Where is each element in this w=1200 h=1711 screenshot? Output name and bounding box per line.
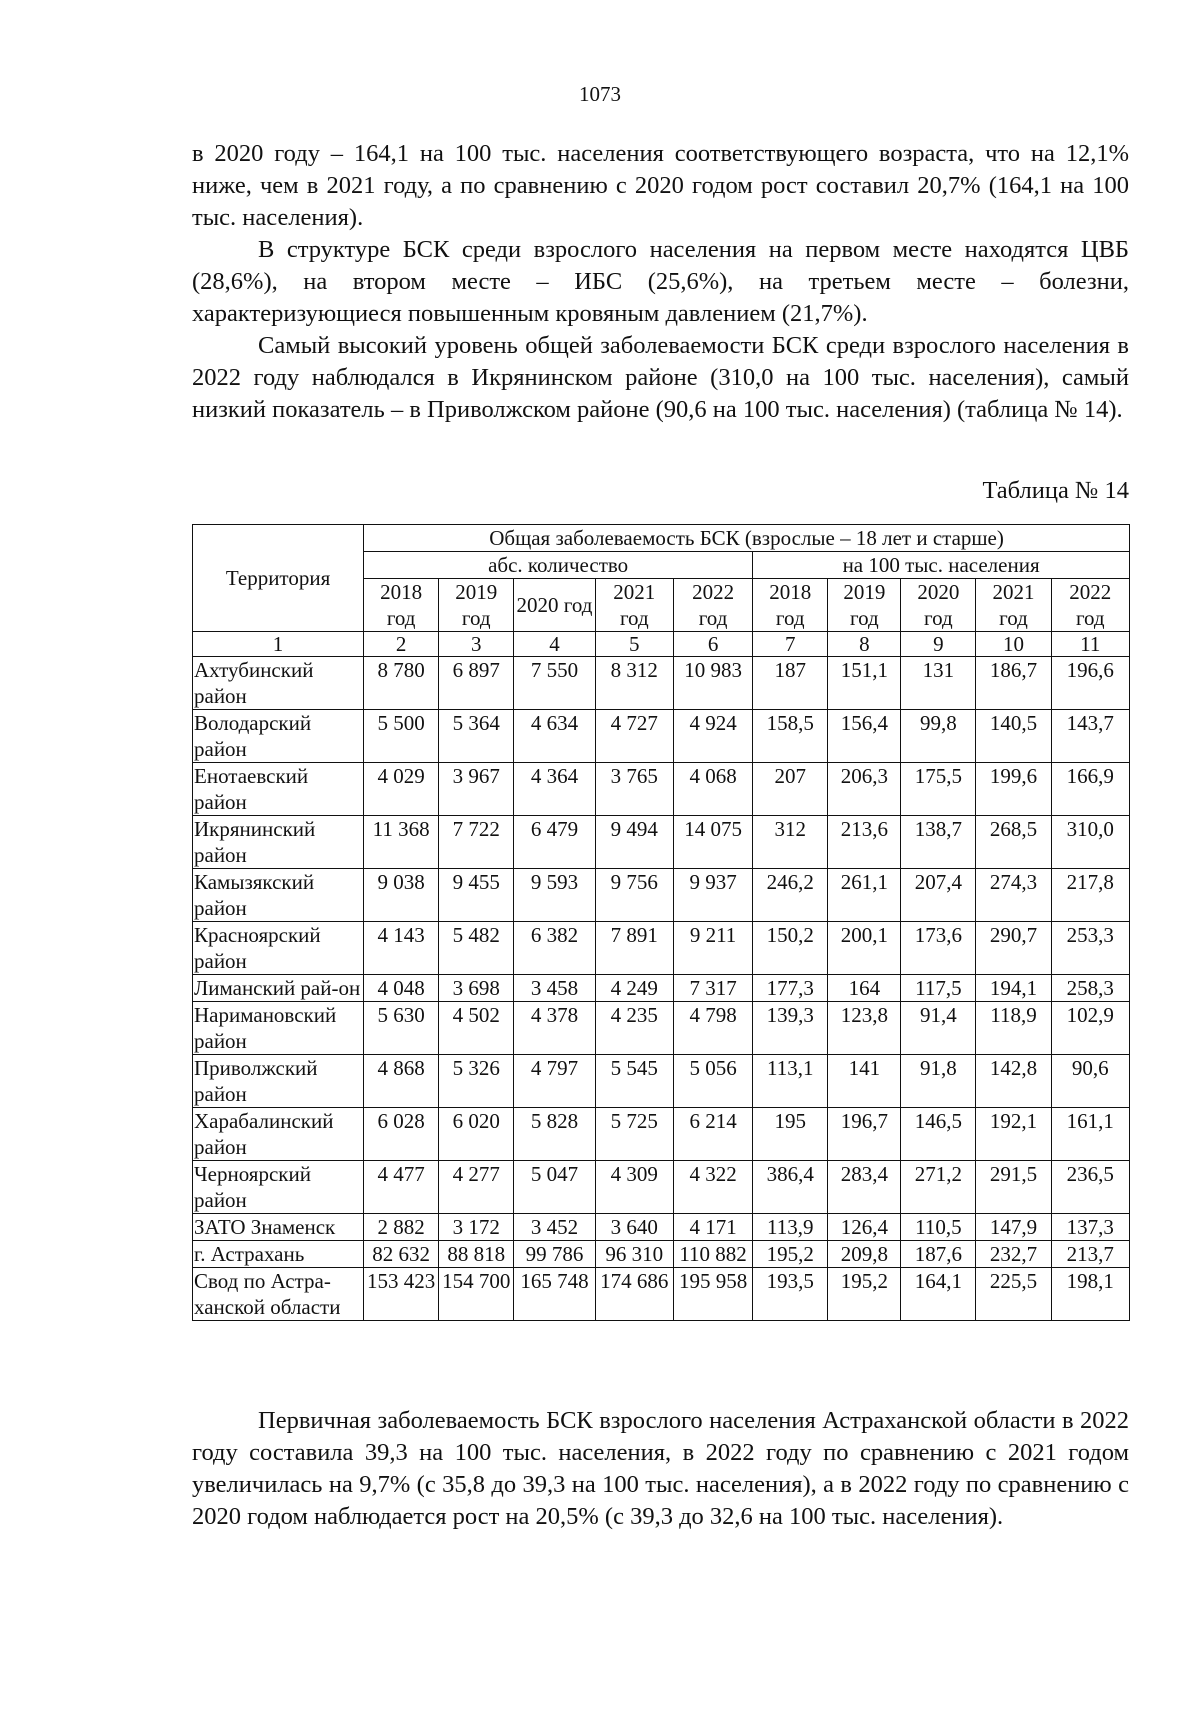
value-cell: 140,5 <box>976 710 1051 763</box>
value-cell: 9 211 <box>673 922 752 975</box>
value-cell: 4 477 <box>364 1161 439 1214</box>
value-cell: 198,1 <box>1051 1268 1129 1321</box>
paragraph-highest-level: Самый высокий уровень общей заболеваемости БСК среди взрослого населения в 2022 году наблюдался в Икрянинском районе (310,0 на 100 тыс. населения), самый низкий показатель – в Приволжском районе (90,6 на 100 тыс. населения) (таблица № 14). <box>192 332 1129 423</box>
value-cell: 4 378 <box>514 1002 595 1055</box>
value-cell: 194,1 <box>976 975 1051 1002</box>
page-number: 1073 <box>579 82 621 106</box>
header-column-number: 4 <box>514 632 595 657</box>
value-cell: 6 020 <box>439 1108 514 1161</box>
value-cell: 82 632 <box>364 1241 439 1268</box>
territory-cell: Наримановский район <box>193 1002 364 1055</box>
value-cell: 193,5 <box>753 1268 828 1321</box>
value-cell: 7 891 <box>595 922 673 975</box>
value-cell: 110 882 <box>673 1241 752 1268</box>
paragraph-structure: В структуре БСК среди взрослого населения на первом месте находятся ЦВБ (28,6%), на втором месте – ИБС (25,6%), на третьем месте – болезни, характеризующиеся повышенным кровяным давлением (21,7%). <box>192 236 1129 327</box>
value-cell: 5 545 <box>595 1055 673 1108</box>
value-cell: 2 882 <box>364 1214 439 1241</box>
value-cell: 195 958 <box>673 1268 752 1321</box>
header-column-number: 3 <box>439 632 514 657</box>
header-year: 2018 год <box>753 579 828 632</box>
value-cell: 207,4 <box>901 869 976 922</box>
table-row <box>193 816 1130 869</box>
value-cell: 4 235 <box>595 1002 673 1055</box>
table-row <box>193 1214 1130 1241</box>
value-cell: 274,3 <box>976 869 1051 922</box>
value-cell: 195,2 <box>828 1268 901 1321</box>
header-column-number: 7 <box>753 632 828 657</box>
value-cell: 137,3 <box>1051 1214 1129 1241</box>
value-cell: 4 309 <box>595 1161 673 1214</box>
bottom-text-block <box>192 1405 1129 1533</box>
territory-cell: Красноярский район <box>193 922 364 975</box>
value-cell: 4 143 <box>364 922 439 975</box>
table-row <box>193 1108 1130 1161</box>
value-cell: 91,4 <box>901 1002 976 1055</box>
value-cell: 3 698 <box>439 975 514 1002</box>
value-cell: 165 748 <box>514 1268 595 1321</box>
territory-cell: Камызякский район <box>193 869 364 922</box>
value-cell: 268,5 <box>976 816 1051 869</box>
value-cell: 213,7 <box>1051 1241 1129 1268</box>
value-cell: 213,6 <box>828 816 901 869</box>
header-column-numbers-row <box>193 632 1130 657</box>
header-year: 2019 год <box>439 579 514 632</box>
value-cell: 164,1 <box>901 1268 976 1321</box>
header-abs-count: абс. количество <box>364 552 753 579</box>
value-cell: 6 028 <box>364 1108 439 1161</box>
value-cell: 4 249 <box>595 975 673 1002</box>
territory-cell: Харабалинский район <box>193 1108 364 1161</box>
header-column-number: 10 <box>976 632 1051 657</box>
value-cell: 9 593 <box>514 869 595 922</box>
value-cell: 196,6 <box>1051 657 1129 710</box>
value-cell: 166,9 <box>1051 763 1129 816</box>
value-cell: 161,1 <box>1051 1108 1129 1161</box>
value-cell: 4 277 <box>439 1161 514 1214</box>
value-cell: 187 <box>753 657 828 710</box>
top-text-block <box>192 138 1129 426</box>
value-cell: 196,7 <box>828 1108 901 1161</box>
value-cell: 153 423 <box>364 1268 439 1321</box>
value-cell: 310,0 <box>1051 816 1129 869</box>
value-cell: 195 <box>753 1108 828 1161</box>
value-cell: 9 494 <box>595 816 673 869</box>
value-cell: 9 038 <box>364 869 439 922</box>
territory-cell: Свод по Астра-ханской области <box>193 1268 364 1321</box>
value-cell: 8 312 <box>595 657 673 710</box>
value-cell: 4 068 <box>673 763 752 816</box>
territory-cell: Черноярский район <box>193 1161 364 1214</box>
value-cell: 9 455 <box>439 869 514 922</box>
value-cell: 206,3 <box>828 763 901 816</box>
territory-cell: г. Астрахань <box>193 1241 364 1268</box>
value-cell: 232,7 <box>976 1241 1051 1268</box>
value-cell: 4 868 <box>364 1055 439 1108</box>
table-caption: Таблица № 14 <box>982 477 1129 504</box>
table-body <box>193 657 1130 1321</box>
territory-cell: Приволжский район <box>193 1055 364 1108</box>
paragraph-continuation: в 2020 году – 164,1 на 100 тыс. населения соответствующего возраста, что на 12,1% ниже, чем в 2021 году, а по сравнению с 2020 годом рост составил 20,7% (164,1 на 100 тыс. населения). <box>192 140 1129 231</box>
value-cell: 113,1 <box>753 1055 828 1108</box>
value-cell: 3 172 <box>439 1214 514 1241</box>
value-cell: 225,5 <box>976 1268 1051 1321</box>
value-cell: 290,7 <box>976 922 1051 975</box>
value-cell: 175,5 <box>901 763 976 816</box>
value-cell: 3 640 <box>595 1214 673 1241</box>
paragraph-primary-morbidity: Первичная заболеваемость БСК взрослого населения Астраханской области в 2022 году составила 39,3 на 100 тыс. населения, в 2022 году по сравнению с 2021 годом увеличилась на 9,7% (с 35,8 до 39,3 на 100 тыс. населения), а в 2022 году по сравнению с 2020 годом наблюдается рост на 20,5% (с 39,3 до 32,6 на 100 тыс. населения). <box>192 1407 1129 1530</box>
value-cell: 4 727 <box>595 710 673 763</box>
table-row <box>193 1002 1130 1055</box>
table-row <box>193 869 1130 922</box>
value-cell: 5 047 <box>514 1161 595 1214</box>
header-territory: Территория <box>193 525 364 632</box>
value-cell: 4 797 <box>514 1055 595 1108</box>
value-cell: 138,7 <box>901 816 976 869</box>
table-row <box>193 1055 1130 1108</box>
value-cell: 6 897 <box>439 657 514 710</box>
value-cell: 6 479 <box>514 816 595 869</box>
value-cell: 200,1 <box>828 922 901 975</box>
value-cell: 11 368 <box>364 816 439 869</box>
value-cell: 187,6 <box>901 1241 976 1268</box>
value-cell: 246,2 <box>753 869 828 922</box>
value-cell: 147,9 <box>976 1214 1051 1241</box>
value-cell: 126,4 <box>828 1214 901 1241</box>
table-row <box>193 922 1130 975</box>
header-year: 2019 год <box>828 579 901 632</box>
morbidity-table <box>192 524 1130 1321</box>
value-cell: 141 <box>828 1055 901 1108</box>
value-cell: 7 722 <box>439 816 514 869</box>
value-cell: 195,2 <box>753 1241 828 1268</box>
value-cell: 146,5 <box>901 1108 976 1161</box>
value-cell: 5 364 <box>439 710 514 763</box>
header-column-number: 11 <box>1051 632 1129 657</box>
value-cell: 150,2 <box>753 922 828 975</box>
value-cell: 156,4 <box>828 710 901 763</box>
value-cell: 131 <box>901 657 976 710</box>
value-cell: 3 967 <box>439 763 514 816</box>
value-cell: 192,1 <box>976 1108 1051 1161</box>
value-cell: 143,7 <box>1051 710 1129 763</box>
value-cell: 4 029 <box>364 763 439 816</box>
value-cell: 4 502 <box>439 1002 514 1055</box>
value-cell: 9 937 <box>673 869 752 922</box>
value-cell: 173,6 <box>901 922 976 975</box>
value-cell: 3 458 <box>514 975 595 1002</box>
value-cell: 9 756 <box>595 869 673 922</box>
value-cell: 236,5 <box>1051 1161 1129 1214</box>
value-cell: 5 482 <box>439 922 514 975</box>
table-row <box>193 710 1130 763</box>
value-cell: 312 <box>753 816 828 869</box>
value-cell: 88 818 <box>439 1241 514 1268</box>
value-cell: 261,1 <box>828 869 901 922</box>
value-cell: 158,5 <box>753 710 828 763</box>
header-year: 2022 год <box>673 579 752 632</box>
value-cell: 99 786 <box>514 1241 595 1268</box>
value-cell: 5 725 <box>595 1108 673 1161</box>
territory-cell: Володарский район <box>193 710 364 763</box>
table-row <box>193 1268 1130 1321</box>
value-cell: 3 452 <box>514 1214 595 1241</box>
value-cell: 174 686 <box>595 1268 673 1321</box>
header-column-number: 8 <box>828 632 901 657</box>
territory-cell: ЗАТО Знаменск <box>193 1214 364 1241</box>
header-year: 2022 год <box>1051 579 1129 632</box>
value-cell: 5 828 <box>514 1108 595 1161</box>
value-cell: 154 700 <box>439 1268 514 1321</box>
value-cell: 291,5 <box>976 1161 1051 1214</box>
value-cell: 117,5 <box>901 975 976 1002</box>
value-cell: 151,1 <box>828 657 901 710</box>
value-cell: 139,3 <box>753 1002 828 1055</box>
value-cell: 5 056 <box>673 1055 752 1108</box>
value-cell: 7 317 <box>673 975 752 1002</box>
value-cell: 5 630 <box>364 1002 439 1055</box>
header-column-number: 5 <box>595 632 673 657</box>
value-cell: 253,3 <box>1051 922 1129 975</box>
territory-cell: Ахтубинский район <box>193 657 364 710</box>
value-cell: 199,6 <box>976 763 1051 816</box>
value-cell: 91,8 <box>901 1055 976 1108</box>
value-cell: 4 322 <box>673 1161 752 1214</box>
header-year: 2020 год <box>901 579 976 632</box>
value-cell: 10 983 <box>673 657 752 710</box>
value-cell: 118,9 <box>976 1002 1051 1055</box>
value-cell: 4 364 <box>514 763 595 816</box>
value-cell: 99,8 <box>901 710 976 763</box>
value-cell: 186,7 <box>976 657 1051 710</box>
value-cell: 6 382 <box>514 922 595 975</box>
value-cell: 90,6 <box>1051 1055 1129 1108</box>
value-cell: 271,2 <box>901 1161 976 1214</box>
value-cell: 4 048 <box>364 975 439 1002</box>
value-cell: 102,9 <box>1051 1002 1129 1055</box>
table-row <box>193 975 1130 1002</box>
header-year: 2020 год <box>514 579 595 632</box>
header-year: 2021 год <box>595 579 673 632</box>
header-column-number: 1 <box>193 632 364 657</box>
territory-cell: Лиманский рай-он <box>193 975 364 1002</box>
value-cell: 113,9 <box>753 1214 828 1241</box>
table-row <box>193 1161 1130 1214</box>
territory-cell: Енотаевский район <box>193 763 364 816</box>
value-cell: 96 310 <box>595 1241 673 1268</box>
value-cell: 209,8 <box>828 1241 901 1268</box>
value-cell: 110,5 <box>901 1214 976 1241</box>
value-cell: 4 798 <box>673 1002 752 1055</box>
value-cell: 4 924 <box>673 710 752 763</box>
header-column-number: 2 <box>364 632 439 657</box>
value-cell: 7 550 <box>514 657 595 710</box>
value-cell: 4 171 <box>673 1214 752 1241</box>
table-row <box>193 763 1130 816</box>
value-cell: 3 765 <box>595 763 673 816</box>
value-cell: 142,8 <box>976 1055 1051 1108</box>
value-cell: 4 634 <box>514 710 595 763</box>
table-row <box>193 1241 1130 1268</box>
value-cell: 283,4 <box>828 1161 901 1214</box>
header-year: 2018 год <box>364 579 439 632</box>
header-column-number: 9 <box>901 632 976 657</box>
value-cell: 164 <box>828 975 901 1002</box>
value-cell: 217,8 <box>1051 869 1129 922</box>
value-cell: 8 780 <box>364 657 439 710</box>
header-group-title: Общая заболеваемость БСК (взрослые – 18 лет и старше) <box>364 525 1130 552</box>
value-cell: 14 075 <box>673 816 752 869</box>
table-row <box>193 657 1130 710</box>
value-cell: 386,4 <box>753 1161 828 1214</box>
territory-cell: Икрянинский район <box>193 816 364 869</box>
header-year: 2021 год <box>976 579 1051 632</box>
value-cell: 258,3 <box>1051 975 1129 1002</box>
value-cell: 177,3 <box>753 975 828 1002</box>
header-per-100k: на 100 тыс. населения <box>753 552 1130 579</box>
header-column-number: 6 <box>673 632 752 657</box>
value-cell: 207 <box>753 763 828 816</box>
value-cell: 5 500 <box>364 710 439 763</box>
value-cell: 123,8 <box>828 1002 901 1055</box>
value-cell: 5 326 <box>439 1055 514 1108</box>
value-cell: 6 214 <box>673 1108 752 1161</box>
